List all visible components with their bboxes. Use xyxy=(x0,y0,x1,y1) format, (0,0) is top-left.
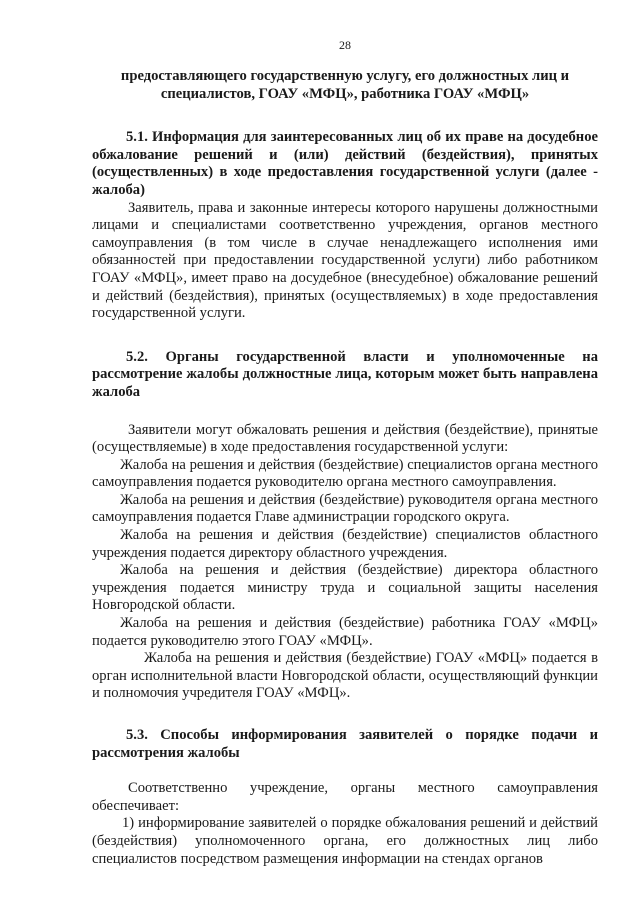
paragraph-5-2-1: Заявители могут обжаловать решения и действия (бездействие), принятые (осуществляемые) в ходе предоставления государственной услуги: xyxy=(92,421,598,456)
paragraph-5-2-6: Жалоба на решения и действия (бездействие) работника ГОАУ «МФЦ» подается руководителю этого ГОАУ «МФЦ». xyxy=(92,615,598,649)
paragraph-5-2-4: Жалоба на решения и действия (бездействие) специалистов областного учреждения подается директору областного учреждения. xyxy=(92,527,598,561)
section-heading-5-2: 5.2. Органы государственной власти и уполномоченные на рассмотрение жалобы должностные лица, которым может быть направлена жалоба xyxy=(92,348,598,400)
paragraph-5-3-1: Соответственно учреждение, органы местного самоуправления обеспечивает: xyxy=(92,780,598,814)
section-title: предоставляющего государственную услугу, его должностных лиц и специалистов, ГОАУ «МФЦ», работника ГОАУ «МФЦ» xyxy=(120,68,570,102)
document-page xyxy=(92,38,598,868)
paragraph-5-2-3: Жалоба на решения и действия (бездействие) руководителя органа местного самоуправления подается Главе администрации городского округа. xyxy=(92,491,598,526)
paragraph-5-2-2: Жалоба на решения и действия (бездействие) специалистов органа местного самоуправления подается руководителю органа местного самоуправления. xyxy=(92,456,598,491)
section-heading-5-1: 5.1. Информация для заинтересованных лиц об их праве на досудебное обжалование решений и (или) действий (бездействия), принятых (осуществленных) в ходе предоставления государственной услуги (далее - жалоба) xyxy=(92,129,598,198)
page-number: 28 xyxy=(339,38,351,52)
list-item-5-3-1: 1) информирование заявителей о порядке обжалования решений и действий (бездействия) уполномоченного органа, его должностных лиц либо специалистов посредством размещения информации на стендах органов xyxy=(92,815,598,867)
paragraph-5-2-5: Жалоба на решения и действия (бездействие) директора областного учреждения подается министру труда и социальной защиты населения Новгородской области. xyxy=(92,562,598,614)
paragraph-5-1-1: Заявитель, права и законные интересы которого нарушены должностными лицами и специалистами соответственно учреждения, органов местного самоуправления (в том числе в случае ненадлежащего исполнения ими обязанностей при предоставлении государственной услуги) либо работником ГОАУ «МФЦ», имеет право на досудебное (внесудебное) обжалование решений и действий (бездействия), принятых (осуществляемых) в ходе предоставления государственной услуги. xyxy=(92,199,598,322)
section-heading-5-3: 5.3. Способы информирования заявителей о порядке подачи и рассмотрения жалобы xyxy=(92,727,598,761)
paragraph-5-2-7: Жалоба на решения и действия (бездействие) ГОАУ «МФЦ» подается в орган исполнительной власти Новгородской области, осуществляющий функции и полномочия учредителя ГОАУ «МФЦ». xyxy=(92,650,598,702)
